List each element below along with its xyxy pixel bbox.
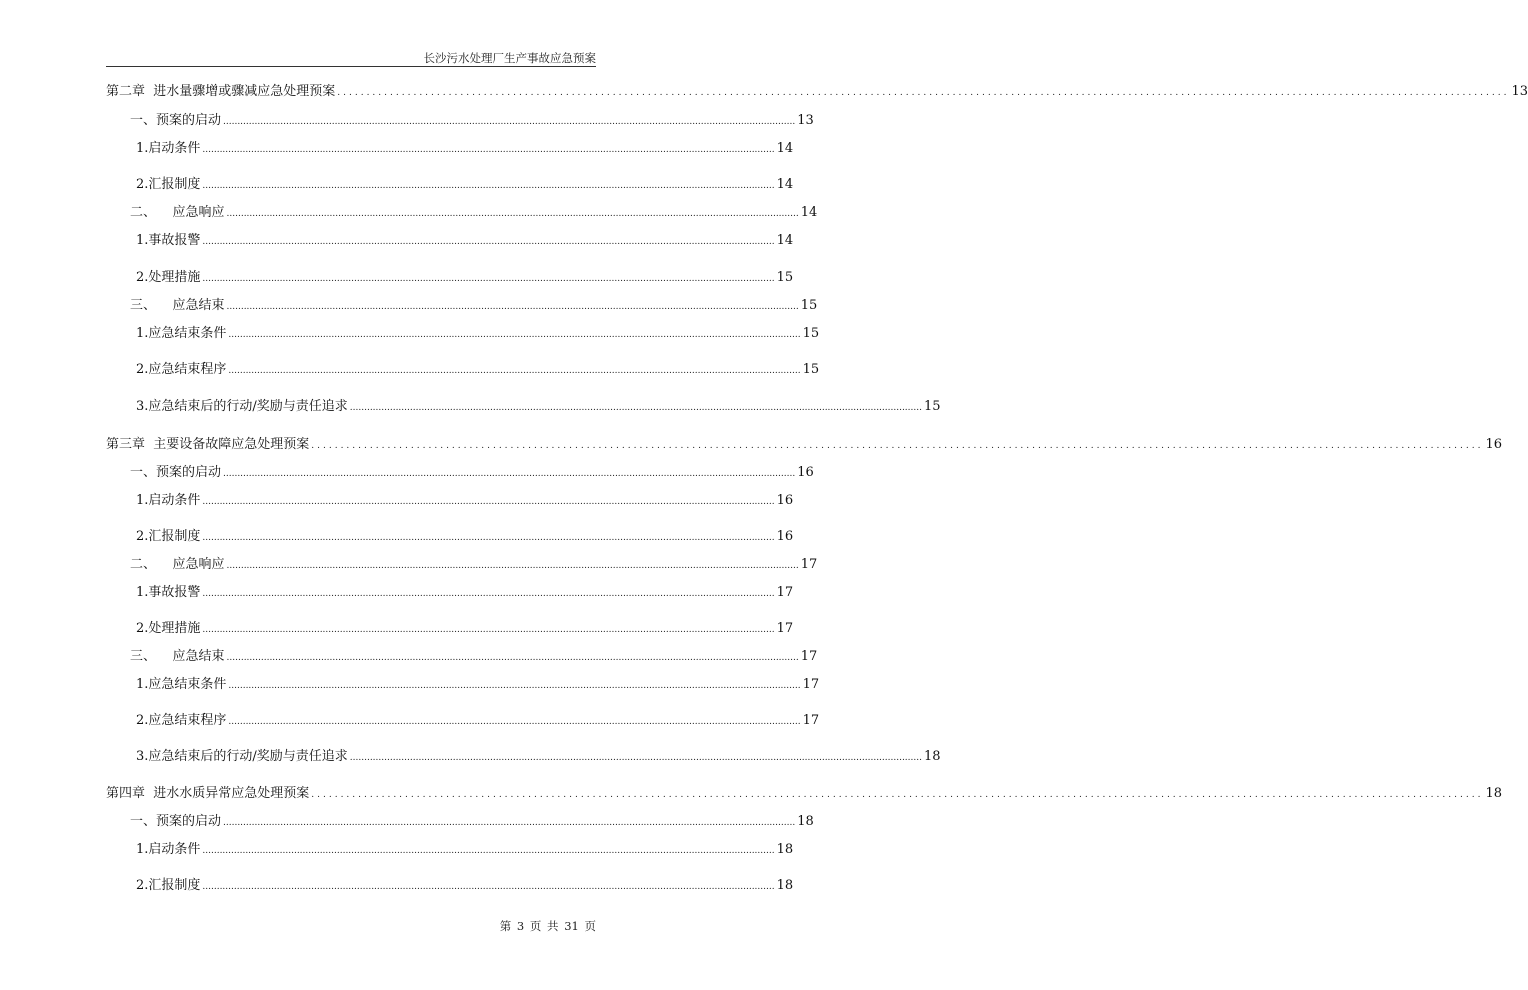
toc-entry-label: 第三章 主要设备故障应急处理预案: [106, 437, 310, 452]
toc-entry-page-number: 16: [776, 493, 794, 508]
toc-dot-leader: ........................................................................................................................................................................................................: [226, 302, 799, 312]
toc-entry-page-number: 14: [776, 233, 794, 248]
toc-entry[interactable]: [106, 493, 794, 509]
toc-dot-leader: ........................................................................................................................................................................................................: [202, 237, 775, 247]
toc-dot-leader: ........................................................................................................................................................................................................: [202, 145, 775, 155]
toc-entry-page-number: 15: [802, 362, 820, 377]
toc-entry-label: 1.启动条件: [136, 141, 201, 156]
toc-dot-leader: ........................................................................................................................................................................................................: [202, 181, 775, 191]
toc-dot-leader: ........................................................................................................................................................................................................: [226, 209, 799, 219]
toc-entry-page-number: 16: [776, 529, 794, 544]
toc-entry-page-number: 18: [776, 842, 794, 857]
toc-entry-page-number: 14: [800, 205, 818, 220]
toc-dot-leader: ........................................................................................................................................................................................................: [223, 818, 796, 828]
toc-entry-label: 2.汇报制度: [136, 529, 201, 544]
toc-entry[interactable]: [106, 649, 818, 665]
toc-entry[interactable]: [106, 585, 794, 601]
toc-entry-page-number: 18: [923, 749, 941, 764]
toc-dot-leader: ........................................................................................................................................................................................................: [202, 882, 775, 892]
toc-entry-label: 1.应急结束条件: [136, 677, 227, 692]
toc-dot-leader: ........................................................................................................................................................................................................: [228, 717, 801, 727]
toc-entry[interactable]: [106, 141, 794, 157]
toc-entry-page-number: 13: [797, 113, 814, 128]
toc-entry[interactable]: [106, 270, 794, 286]
toc-dot-leader: ........................................................................................................................................................................................................: [311, 441, 1484, 451]
toc-dot-leader: ........................................................................................................................................................................................................: [202, 589, 775, 599]
toc-entry-page-number: 17: [800, 557, 818, 572]
toc-entry-page-number: 18: [776, 878, 794, 893]
toc-entry-label: 三、 应急结束: [130, 298, 225, 313]
page-number-footer: 第 3 页 共 31 页: [499, 919, 596, 933]
toc-dot-leader: ........................................................................................................................................................................................................: [226, 561, 799, 571]
toc-entry-label: 三、 应急结束: [130, 649, 225, 664]
toc-dot-leader: ........................................................................................................................................................................................................: [228, 366, 801, 376]
toc-entry[interactable]: [106, 713, 820, 729]
toc-dot-leader: ........................................................................................................................................................................................................: [202, 274, 775, 284]
toc-entry-label: 2.应急结束程序: [136, 713, 227, 728]
toc-entry[interactable]: [106, 362, 820, 378]
toc-entry[interactable]: [106, 399, 941, 415]
toc-entry-page-number: 14: [776, 177, 794, 192]
toc-entry-label: 第二章 进水量骤增或骤减应急处理预案: [106, 84, 336, 99]
toc-entry-page-number: 14: [776, 141, 794, 156]
toc-entry-label: 2.处理措施: [136, 270, 201, 285]
toc-dot-leader: ........................................................................................................................................................................................................: [311, 790, 1484, 800]
toc-entry[interactable]: [106, 326, 820, 342]
toc-dot-leader: ........................................................................................................................................................................................................: [202, 846, 775, 856]
toc-entry-page-number: 13: [1511, 84, 1528, 99]
toc-dot-leader: ........................................................................................................................................................................................................: [202, 533, 775, 543]
toc-entry[interactable]: [106, 233, 794, 249]
toc-entry-label: 1.启动条件: [136, 842, 201, 857]
toc-entry-page-number: 15: [800, 298, 818, 313]
toc-chapter-entry[interactable]: [106, 84, 1528, 100]
toc-dot-leader: ........................................................................................................................................................................................................: [337, 88, 1510, 98]
toc-entry-page-number: 17: [802, 677, 820, 692]
toc-entry-label: 二、 应急响应: [130, 557, 225, 572]
toc-entry-page-number: 17: [776, 621, 794, 636]
toc-entry[interactable]: [106, 177, 794, 193]
toc-entry[interactable]: [106, 677, 820, 693]
toc-entry-label: 2.应急结束程序: [136, 362, 227, 377]
toc-entry-label: 2.处理措施: [136, 621, 201, 636]
toc-entry-label: 3.应急结束后的行动/奖励与责任追求: [136, 399, 348, 414]
toc-entry-label: 一、预案的启动: [130, 814, 222, 829]
toc-entry[interactable]: [106, 878, 794, 894]
toc-dot-leader: ........................................................................................................................................................................................................: [349, 753, 922, 763]
toc-entry-label: 1.事故报警: [136, 233, 201, 248]
toc-entry-label: 1.启动条件: [136, 493, 201, 508]
toc-entry-page-number: 16: [1485, 437, 1502, 452]
toc-entry[interactable]: [106, 465, 814, 481]
toc-dot-leader: ........................................................................................................................................................................................................: [228, 681, 801, 691]
toc-entry-label: 第四章 进水水质异常应急处理预案: [106, 786, 310, 801]
toc-entry-page-number: 17: [800, 649, 818, 664]
toc-entry[interactable]: [106, 814, 814, 830]
toc-entry[interactable]: [106, 749, 941, 765]
toc-entry-label: 二、 应急响应: [130, 205, 225, 220]
toc-entry-page-number: 18: [797, 814, 814, 829]
toc-entry-label: 1.应急结束条件: [136, 326, 227, 341]
toc-entry-page-number: 15: [802, 326, 820, 341]
toc-entry-page-number: 17: [802, 713, 820, 728]
header-rule: [106, 66, 596, 67]
toc-dot-leader: ........................................................................................................................................................................................................: [226, 653, 799, 663]
toc-entry[interactable]: [106, 557, 818, 573]
toc-entry[interactable]: [106, 842, 794, 858]
toc-entry-page-number: 17: [776, 585, 794, 600]
toc-dot-leader: ........................................................................................................................................................................................................: [228, 330, 801, 340]
toc-entry-label: 2.汇报制度: [136, 878, 201, 893]
toc-entry-page-number: 15: [923, 399, 941, 414]
toc-entry-label: 一、预案的启动: [130, 113, 222, 128]
toc-dot-leader: ........................................................................................................................................................................................................: [349, 403, 922, 413]
toc-dot-leader: ........................................................................................................................................................................................................: [202, 497, 775, 507]
toc-entry[interactable]: [106, 205, 818, 221]
toc-dot-leader: ........................................................................................................................................................................................................: [223, 469, 796, 479]
toc-entry[interactable]: [106, 621, 794, 637]
toc-entry-label: 1.事故报警: [136, 585, 201, 600]
toc-entry[interactable]: [106, 529, 794, 545]
toc-entry-label: 一、预案的启动: [130, 465, 222, 480]
toc-entry-page-number: 16: [797, 465, 814, 480]
toc-entry-page-number: 15: [776, 270, 794, 285]
toc-dot-leader: ........................................................................................................................................................................................................: [202, 625, 775, 635]
toc-chapter-entry[interactable]: [106, 437, 1502, 453]
toc-entry-page-number: 18: [1485, 786, 1502, 801]
toc-entry[interactable]: [106, 298, 818, 314]
toc-entry-label: 3.应急结束后的行动/奖励与责任追求: [136, 749, 348, 764]
toc-chapter-entry[interactable]: [106, 786, 1502, 802]
toc-dot-leader: ........................................................................................................................................................................................................: [223, 117, 796, 127]
toc-entry[interactable]: [106, 113, 814, 129]
running-header: 长沙污水处理厂生产事故应急预案: [423, 51, 596, 65]
toc-entry-label: 2.汇报制度: [136, 177, 201, 192]
